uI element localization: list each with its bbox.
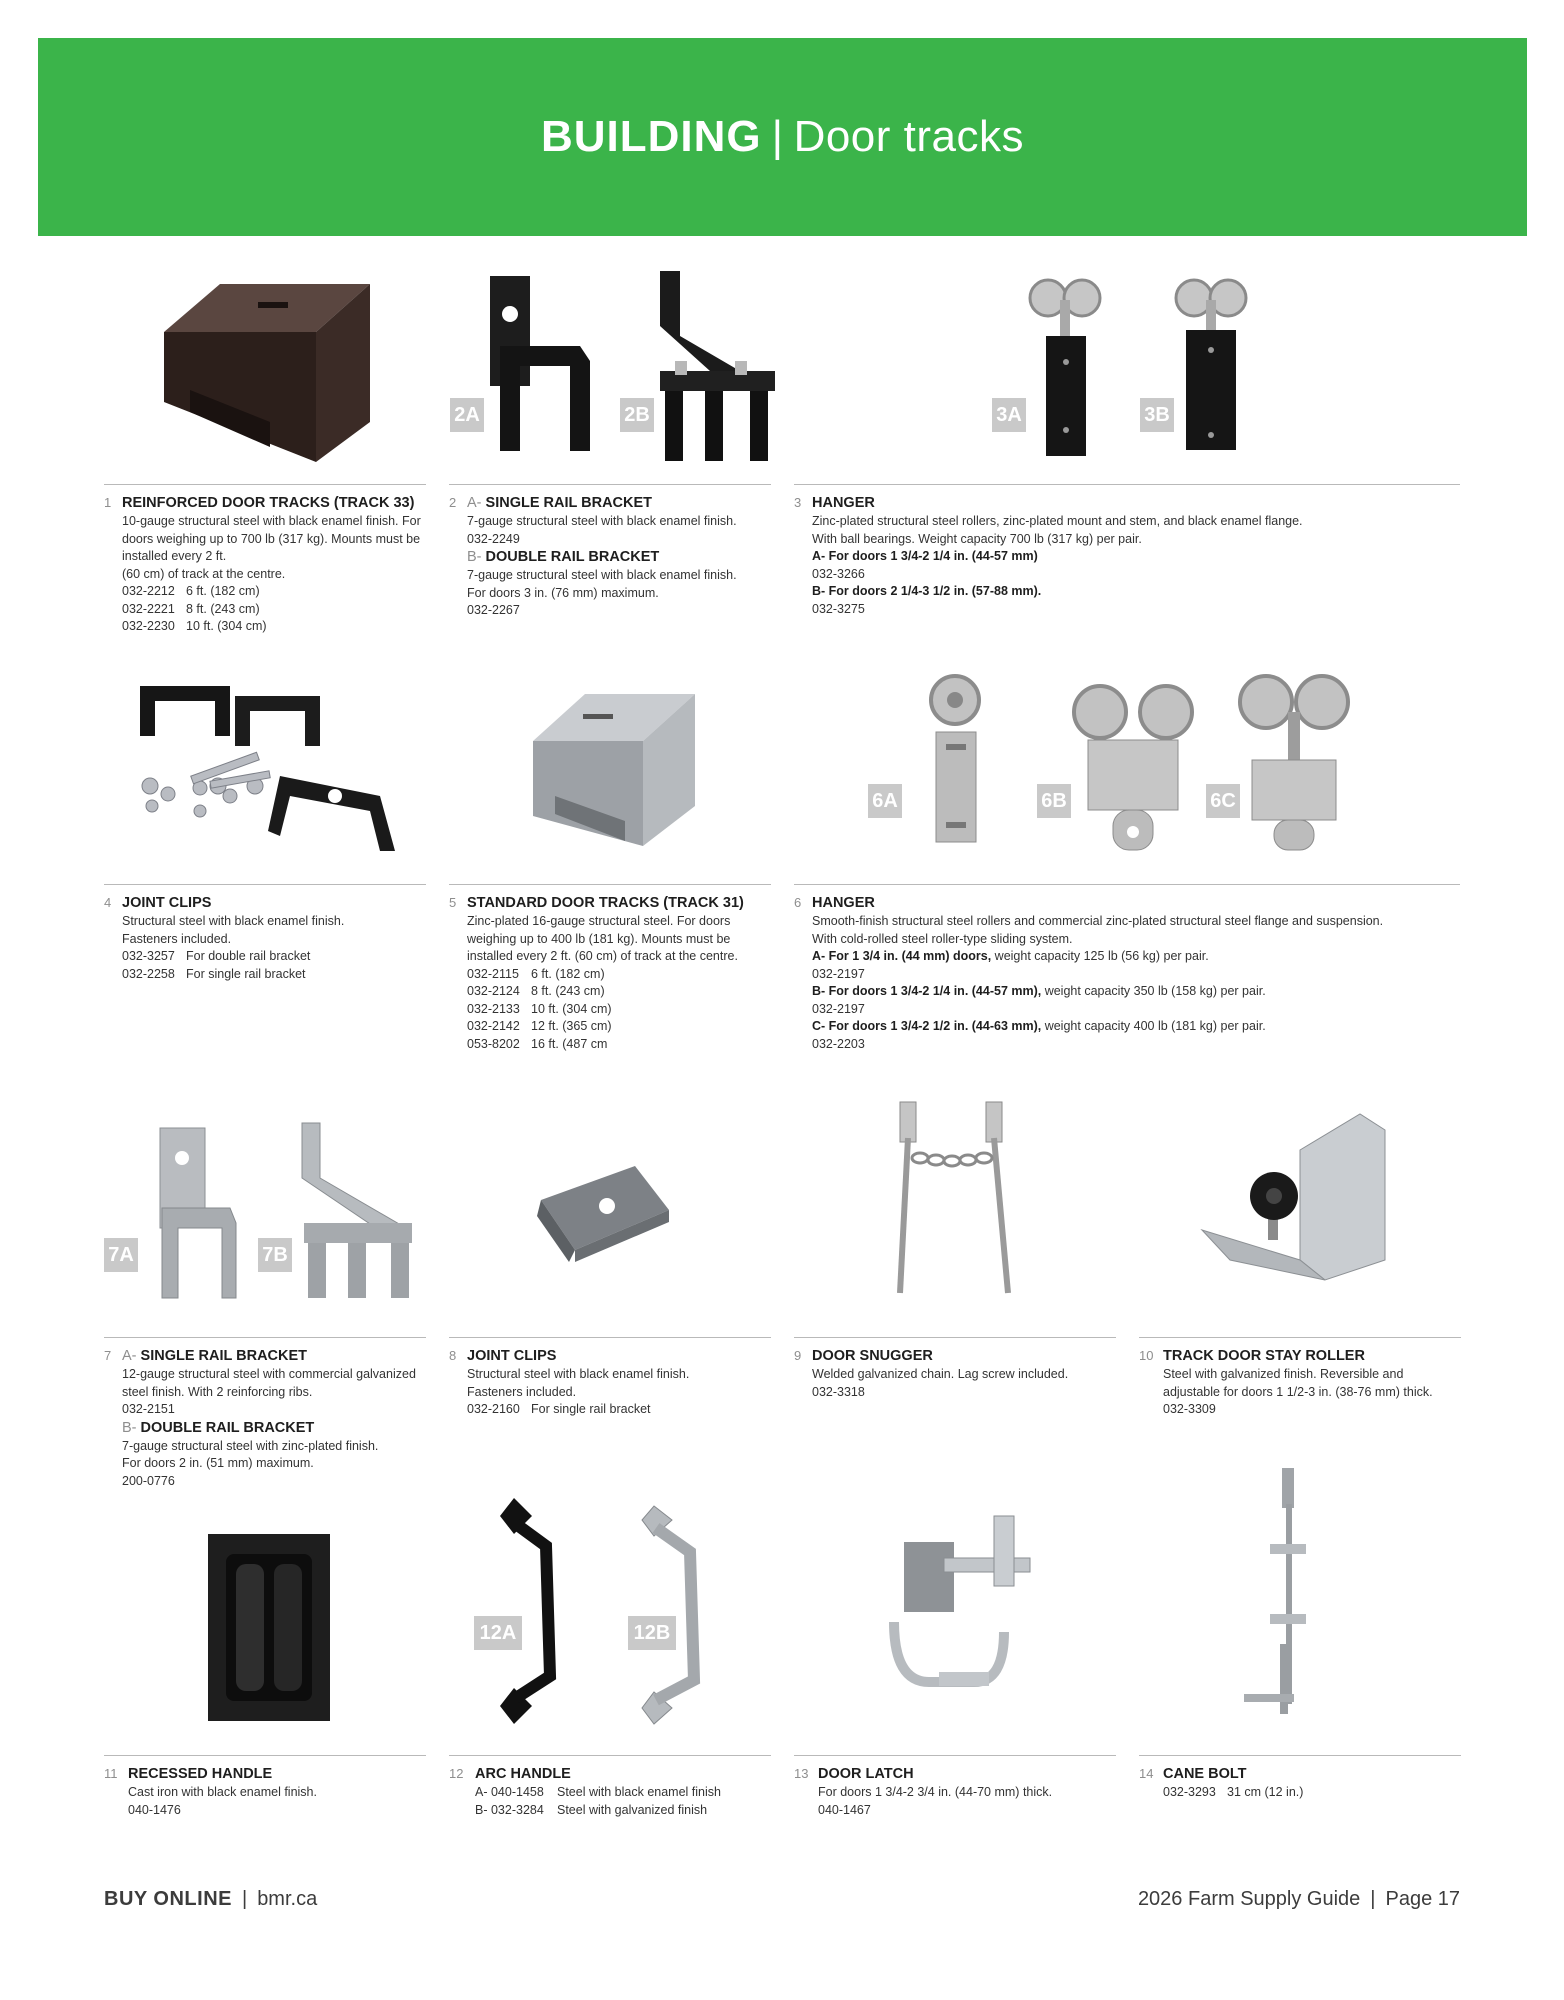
product-13 bbox=[794, 1755, 1116, 1819]
arc-handle-galv-image bbox=[636, 1500, 706, 1730]
sku-number: 032-2212 bbox=[122, 584, 175, 598]
product-desc: 7-gauge structural steel with black enamel finish. bbox=[467, 514, 737, 528]
page-title bbox=[541, 112, 1024, 162]
product-title: JOINT CLIPS bbox=[467, 1348, 557, 1364]
product-10 bbox=[1139, 1337, 1461, 1419]
product-desc: For doors 2 in. (51 mm) maximum. bbox=[122, 1456, 314, 1470]
sku-number: 032-2249 bbox=[467, 531, 520, 546]
product-desc: steel finish. With 2 reinforcing ribs. bbox=[122, 1384, 313, 1399]
product-desc: Fasteners included. bbox=[467, 1384, 577, 1399]
product-number: 13 bbox=[794, 1766, 809, 1781]
footer-separator: | bbox=[1370, 1888, 1376, 1910]
product-desc: Structural steel with black enamel finish. bbox=[122, 914, 345, 928]
badge-12a: 12A bbox=[474, 1616, 522, 1650]
badge-12b: 12B bbox=[628, 1616, 676, 1650]
single-rail-bracket-black-image bbox=[480, 266, 600, 466]
sku-number: 032-2221 bbox=[122, 601, 175, 616]
product-title: ARC HANDLE bbox=[475, 1766, 571, 1782]
sku-number: 200-0776 bbox=[122, 1473, 175, 1488]
sku-number: 032-2267 bbox=[467, 603, 520, 617]
hanger-3b-image bbox=[1168, 270, 1258, 460]
product-desc: weighing up to 400 lb (181 kg). Mounts must be bbox=[467, 931, 731, 946]
sku-row bbox=[122, 948, 426, 966]
product-desc: doors weighing up to 700 lb (317 kg). Mounts must be bbox=[122, 531, 421, 546]
recessed-handle-image bbox=[204, 1530, 334, 1725]
sku-row bbox=[467, 1036, 771, 1054]
sku-desc: Steel with galvanized finish bbox=[557, 1802, 708, 1817]
product-desc: 10-gauge structural steel with black enamel finish. For bbox=[122, 514, 421, 528]
double-rail-bracket-galv-image bbox=[296, 1118, 416, 1303]
product-desc: 7-gauge structural steel with black enamel finish. bbox=[467, 568, 737, 582]
variant-a: A- For doors 1 3/4-2 1/4 in. (44-57 mm) bbox=[812, 549, 1038, 563]
hanger-6b-image bbox=[1068, 680, 1198, 855]
product-desc: With cold-rolled steel roller-type sliding system. bbox=[812, 931, 1073, 946]
variant-c: C- For doors 1 3/4-2 1/2 in. (44-63 mm), bbox=[812, 1019, 1042, 1033]
product-number: 10 bbox=[1139, 1348, 1154, 1363]
variant-a: A- For 1 3/4 in. (44 mm) doors, bbox=[812, 949, 992, 963]
sku-row bbox=[1163, 1784, 1461, 1802]
website-link[interactable]: bmr.ca bbox=[257, 1888, 318, 1910]
sku-desc: 8 ft. (243 cm) bbox=[186, 601, 260, 616]
joint-clips-black-image bbox=[130, 676, 400, 856]
sku-desc: For single rail bracket bbox=[186, 966, 306, 981]
badge-6b: 6B bbox=[1037, 784, 1071, 818]
variant-b-capacity: weight capacity 350 lb (158 kg) per pair. bbox=[1041, 984, 1266, 998]
sku-row bbox=[467, 1018, 771, 1036]
product-12 bbox=[449, 1755, 771, 1819]
guide-title: 2026 Farm Supply Guide bbox=[1137, 1888, 1361, 1910]
product-title: DOOR LATCH bbox=[818, 1766, 914, 1782]
product-9 bbox=[794, 1337, 1116, 1401]
product-number: 9 bbox=[794, 1348, 802, 1363]
sku-number: 032-2258 bbox=[122, 966, 175, 981]
product-number: 8 bbox=[449, 1348, 457, 1363]
sku-number: 032-2115 bbox=[467, 966, 519, 981]
sku-desc: For single rail bracket bbox=[531, 1402, 651, 1416]
sku-row bbox=[122, 966, 426, 984]
section-banner bbox=[38, 38, 1527, 236]
product-title: DOUBLE RAIL BRACKET bbox=[485, 549, 660, 565]
badge-2a: 2A bbox=[450, 398, 484, 432]
product-1 bbox=[104, 484, 426, 636]
product-number: 3 bbox=[794, 495, 802, 510]
product-desc: installed every 2 ft. (60 cm) of track at the centre. bbox=[467, 949, 738, 963]
product-desc: adjustable for doors 1 1/2-3 in. (38-76 mm) thick. bbox=[1163, 1384, 1433, 1399]
footer-page-info bbox=[1138, 1888, 1460, 1911]
product-desc: (60 cm) of track at the centre. bbox=[122, 566, 286, 581]
product-6 bbox=[794, 884, 1460, 1053]
sku-number: 032-2142 bbox=[467, 1019, 520, 1033]
product-desc: Fasteners included. bbox=[122, 931, 232, 946]
product-title: HANGER bbox=[812, 895, 875, 911]
sku-desc: 12 ft. (365 cm) bbox=[531, 1019, 612, 1033]
product-desc: Structural steel with black enamel finish. bbox=[467, 1367, 690, 1381]
variant-prefix: B- bbox=[467, 549, 482, 565]
product-desc: 7-gauge structural steel with zinc-plated finish. bbox=[122, 1438, 379, 1453]
sku-number: 032-3266 bbox=[812, 566, 865, 581]
sku-number: 032-2197 bbox=[812, 966, 865, 981]
sku-desc: 8 ft. (243 cm) bbox=[531, 984, 605, 998]
sku-row bbox=[467, 983, 771, 1001]
variant-a-capacity: weight capacity 125 lb (56 kg) per pair. bbox=[991, 949, 1209, 963]
reinforced-track-image bbox=[150, 272, 380, 472]
badge-2b: 2B bbox=[620, 398, 654, 432]
section-subtitle: Door tracks bbox=[793, 112, 1025, 161]
sku-row bbox=[122, 601, 426, 619]
variant-b: B- For doors 1 3/4-2 1/4 in. (44-57 mm), bbox=[812, 984, 1042, 998]
door-snugger-image bbox=[880, 1098, 1030, 1298]
page-number: Page 17 bbox=[1385, 1888, 1460, 1910]
product-desc: For doors 1 3/4-2 3/4 in. (44-70 mm) thick. bbox=[818, 1785, 1053, 1799]
cane-bolt-image bbox=[1240, 1464, 1328, 1729]
sku-row bbox=[122, 618, 426, 636]
product-number: 14 bbox=[1139, 1766, 1154, 1781]
product-title: STANDARD DOOR TRACKS (TRACK 31) bbox=[467, 895, 744, 911]
sku-desc: Steel with black enamel finish bbox=[557, 1785, 721, 1799]
badge-7b: 7B bbox=[258, 1238, 292, 1272]
sku-number: 040-1476 bbox=[128, 1802, 181, 1817]
door-latch-image bbox=[884, 1512, 1034, 1702]
sku-desc: For double rail bracket bbox=[186, 949, 311, 963]
sku-desc: 31 cm (12 in.) bbox=[1227, 1785, 1304, 1799]
product-desc: Steel with galvanized finish. Reversible and bbox=[1163, 1367, 1404, 1381]
product-number: 5 bbox=[449, 895, 457, 910]
sku-row bbox=[467, 966, 771, 984]
product-11 bbox=[104, 1755, 426, 1819]
track-door-stay-roller-image bbox=[1200, 1110, 1390, 1290]
sku-number: A- 040-1458 bbox=[475, 1785, 544, 1799]
product-desc: Cast iron with black enamel finish. bbox=[128, 1785, 317, 1799]
sku-number: 032-3275 bbox=[812, 601, 865, 616]
title-separator: | bbox=[771, 112, 784, 161]
section-name: BUILDING bbox=[540, 112, 762, 161]
product-3 bbox=[794, 484, 1460, 618]
sku-row bbox=[467, 1401, 771, 1419]
badge-6a: 6A bbox=[868, 784, 902, 818]
sku-number: 032-2230 bbox=[122, 619, 175, 633]
sku-number: 032-2151 bbox=[122, 1402, 175, 1416]
variant-c-capacity: weight capacity 400 lb (181 kg) per pair. bbox=[1041, 1019, 1266, 1033]
product-7 bbox=[104, 1337, 426, 1490]
sku-desc: 6 ft. (182 cm) bbox=[186, 584, 260, 598]
product-title: DOUBLE RAIL BRACKET bbox=[140, 1419, 315, 1436]
variant-prefix: A- bbox=[122, 1348, 137, 1364]
single-rail-bracket-galv-image bbox=[150, 1118, 240, 1303]
product-title: SINGLE RAIL BRACKET bbox=[140, 1348, 308, 1364]
product-desc: installed every 2 ft. bbox=[122, 549, 227, 563]
product-4 bbox=[104, 884, 426, 983]
product-number: 2 bbox=[449, 495, 457, 510]
product-number: 4 bbox=[104, 895, 112, 910]
double-rail-bracket-black-image bbox=[650, 266, 780, 466]
product-number: 6 bbox=[794, 895, 802, 910]
sku-number: 032-3257 bbox=[122, 949, 175, 963]
footer-separator: | bbox=[241, 1888, 248, 1910]
sku-number: 032-3309 bbox=[1163, 1402, 1216, 1416]
product-title: SINGLE RAIL BRACKET bbox=[485, 495, 653, 511]
product-8 bbox=[449, 1337, 771, 1419]
sku-row bbox=[467, 1001, 771, 1019]
sku-desc: 10 ft. (304 cm) bbox=[186, 619, 267, 633]
badge-3b: 3B bbox=[1140, 398, 1174, 432]
sku-desc: 16 ft. (487 cm bbox=[531, 1036, 608, 1051]
joint-clip-galv-image bbox=[535, 1160, 675, 1265]
product-desc: Welded galvanized chain. Lag screw included. bbox=[812, 1367, 1069, 1381]
product-title: DOOR SNUGGER bbox=[812, 1348, 933, 1364]
sku-number: 032-3293 bbox=[1163, 1785, 1216, 1799]
sku-row bbox=[475, 1802, 771, 1820]
sku-desc: 6 ft. (182 cm) bbox=[531, 966, 605, 981]
product-desc: With ball bearings. Weight capacity 700 lb (317 kg) per pair. bbox=[812, 531, 1142, 546]
sku-number: 032-2203 bbox=[812, 1036, 865, 1051]
badge-7a: 7A bbox=[104, 1238, 138, 1272]
standard-track-image bbox=[525, 686, 700, 856]
product-2 bbox=[449, 484, 771, 620]
arc-handle-black-image bbox=[498, 1494, 562, 1728]
sku-number: 053-8202 bbox=[467, 1036, 520, 1051]
product-title: HANGER bbox=[812, 495, 875, 511]
sku-number: 032-3318 bbox=[812, 1384, 865, 1399]
product-desc: 12-gauge structural steel with commercial galvanized bbox=[122, 1367, 416, 1381]
variant-b: B- For doors 2 1/4-3 1/2 in. (57-88 mm). bbox=[812, 584, 1042, 598]
sku-number: 032-2133 bbox=[467, 1001, 520, 1016]
product-title: CANE BOLT bbox=[1163, 1766, 1247, 1782]
hanger-6a-image bbox=[920, 672, 990, 852]
sku-desc: 10 ft. (304 cm) bbox=[531, 1001, 612, 1016]
hanger-3a-image bbox=[1020, 270, 1110, 460]
variant-prefix: A- bbox=[467, 495, 482, 511]
product-title: TRACK DOOR STAY ROLLER bbox=[1163, 1348, 1365, 1364]
sku-number: 032-2124 bbox=[467, 984, 520, 998]
product-title: JOINT CLIPS bbox=[122, 895, 212, 911]
sku-number: 032-2197 bbox=[812, 1001, 865, 1016]
product-number: 1 bbox=[104, 495, 112, 510]
sku-number: B- 032-3284 bbox=[475, 1802, 544, 1817]
product-number: 7 bbox=[104, 1348, 112, 1363]
footer-buy-online bbox=[104, 1888, 317, 1911]
product-title: REINFORCED DOOR TRACKS (TRACK 33) bbox=[122, 495, 415, 511]
sku-row bbox=[475, 1784, 771, 1802]
badge-6c: 6C bbox=[1206, 784, 1240, 818]
product-5 bbox=[449, 884, 771, 1053]
sku-number: 040-1467 bbox=[818, 1802, 871, 1817]
variant-prefix: B- bbox=[122, 1419, 137, 1436]
product-desc: For doors 3 in. (76 mm) maximum. bbox=[467, 585, 659, 600]
product-title: RECESSED HANDLE bbox=[128, 1766, 273, 1782]
sku-row bbox=[122, 583, 426, 601]
sku-number: 032-2160 bbox=[467, 1402, 520, 1416]
buy-online-label: BUY ONLINE bbox=[104, 1888, 232, 1910]
badge-3a: 3A bbox=[992, 398, 1026, 432]
product-desc: Smooth-finish structural steel rollers and commercial zinc-plated structural steel flange and suspension. bbox=[812, 914, 1384, 928]
hanger-6c-image bbox=[1236, 672, 1352, 852]
product-number: 12 bbox=[449, 1766, 464, 1781]
product-desc: Zinc-plated structural steel rollers, zinc-plated mount and stem, and black enamel flange. bbox=[812, 514, 1303, 528]
product-14 bbox=[1139, 1755, 1461, 1802]
product-number: 11 bbox=[104, 1766, 118, 1781]
product-desc: Zinc-plated 16-gauge structural steel. For doors bbox=[467, 914, 731, 928]
